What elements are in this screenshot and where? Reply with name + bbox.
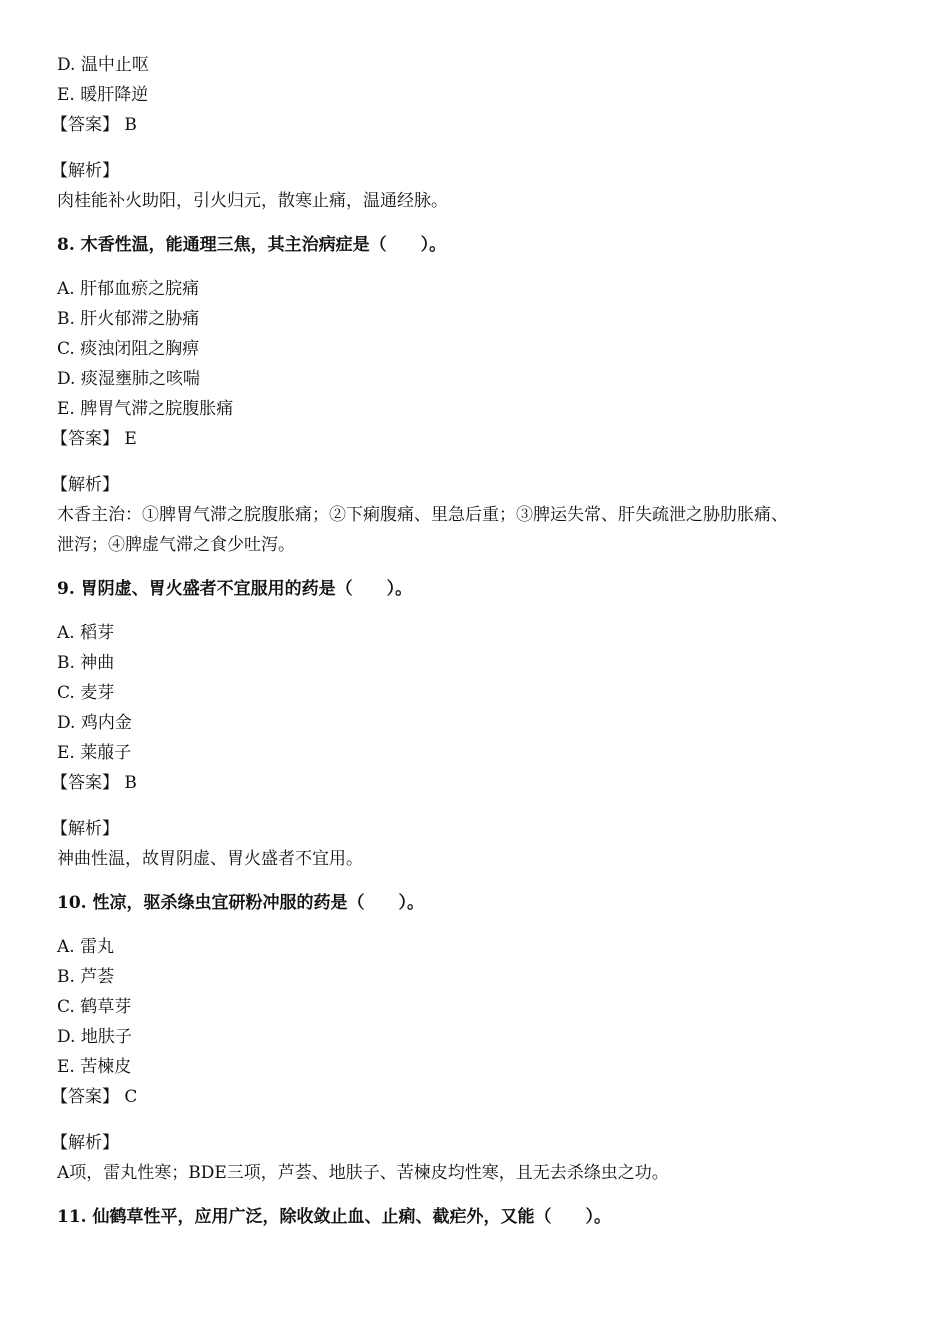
analysis-text: 肉桂能补火助阳，引火归元，散寒止痛，温通经脉。 [57, 191, 448, 211]
answer: 【答案】 E [51, 429, 137, 449]
option-a: A. 肝郁血瘀之脘痛 [57, 279, 200, 299]
question-stem: 9. 胃阴虚、胃火盛者不宜服用的药是（ ）。 [57, 579, 413, 599]
analysis-label: 【解析】 [51, 1133, 119, 1153]
answer: 【答案】 B [51, 115, 137, 135]
option-c: C. 麦芽 [57, 683, 115, 703]
option-e: E. 脾胃气滞之脘腹胀痛 [57, 399, 234, 419]
answer: 【答案】 B [51, 773, 137, 793]
option-e: E. 苦楝皮 [57, 1057, 132, 1077]
question-stem: 10. 性凉，驱杀绦虫宜研粉冲服的药是（ ）。 [57, 893, 424, 913]
analysis-label: 【解析】 [51, 819, 119, 839]
option-b: B. 肝火郁滞之胁痛 [57, 309, 200, 329]
analysis-label: 【解析】 [51, 475, 119, 495]
option-d: D. 地肤子 [57, 1027, 132, 1047]
analysis-text: A项，雷丸性寒；BDE三项，芦荟、地肤子、苦楝皮均性寒，且无去杀绦虫之功。 [57, 1163, 669, 1183]
question-stem: 8. 木香性温，能通理三焦，其主治病症是（ ）。 [57, 235, 447, 255]
option-a: A. 稻芽 [57, 623, 115, 643]
option-e: E. 暖肝降逆 [57, 85, 149, 105]
option-d: D. 鸡内金 [57, 713, 132, 733]
option-d: D. 温中止呕 [57, 55, 149, 75]
option-b: B. 芦荟 [57, 967, 115, 987]
option-a: A. 雷丸 [57, 937, 115, 957]
document-page [51, 50, 897, 1232]
option-c: C. 鹤草芽 [57, 997, 132, 1017]
option-d: D. 痰湿壅肺之咳喘 [57, 369, 200, 389]
option-c: C. 痰浊闭阻之胸痹 [57, 339, 200, 359]
analysis-text: 神曲性温，故胃阴虚、胃火盛者不宜用。 [57, 849, 363, 869]
analysis-text: 泄泻；④脾虚气滞之食少吐泻。 [57, 535, 295, 555]
analysis-text: 木香主治：①脾胃气滞之脘腹胀痛；②下痢腹痛、里急后重；③脾运失常、肝失疏泄之胁肋胀痛、 [57, 505, 788, 525]
analysis-label: 【解析】 [51, 161, 119, 181]
option-e: E. 莱菔子 [57, 743, 132, 763]
answer: 【答案】 C [51, 1087, 138, 1107]
question-stem: 11. 仙鹤草性平，应用广泛，除收敛止血、止痢、截疟外，又能（ ）。 [57, 1207, 611, 1227]
option-b: B. 神曲 [57, 653, 115, 673]
